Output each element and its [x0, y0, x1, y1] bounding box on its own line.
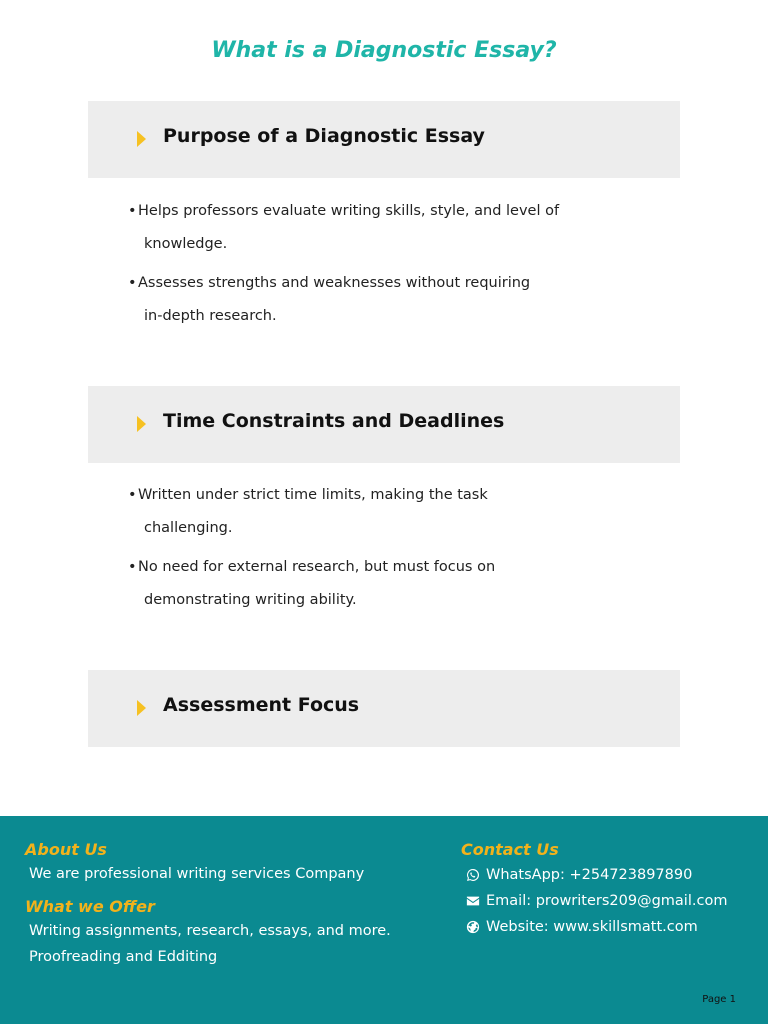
bullet-text: Assesses strengths and weaknesses without requiring [138, 275, 531, 291]
bullet-text-continued: in-depth research. [144, 308, 277, 324]
bullet-text: Written under strict time limits, making the task [138, 487, 488, 503]
caret-right-icon [137, 700, 146, 716]
bullet-list-time-constraints [128, 479, 558, 623]
document-title: What is a Diagnostic Essay? [211, 38, 557, 63]
bullet-text-continued: challenging. [144, 520, 233, 536]
caret-right-icon [137, 416, 146, 432]
contact-email[interactable] [466, 891, 727, 911]
offer-line: Writing assignments, research, essays, and more. [29, 923, 391, 939]
bullet-marker: • [128, 203, 137, 219]
contact-us-heading: Contact Us [461, 840, 559, 859]
bullet-item [128, 195, 558, 261]
bullet-item [128, 479, 558, 545]
bullet-item [128, 551, 558, 617]
bullet-list-purpose [128, 195, 558, 339]
section-heading: Time Constraints and Deadlines [163, 410, 505, 432]
globe-icon [466, 920, 480, 934]
contact-website[interactable] [466, 917, 698, 937]
page-number: Page 1 [702, 994, 736, 1005]
envelope-icon [466, 894, 480, 908]
bullet-text: No need for external research, but must focus on [138, 559, 496, 575]
offer-line: Proofreading and Edditing [29, 949, 218, 965]
about-us-heading: About Us [25, 840, 107, 859]
contact-text: Website: www.skillsmatt.com [486, 919, 698, 935]
bullet-marker: • [128, 559, 137, 575]
bullet-item [128, 267, 558, 333]
bullet-text-continued: demonstrating writing ability. [144, 592, 357, 608]
contact-text: Email: prowriters209@gmail.com [486, 893, 728, 909]
section-header-assessment-focus [88, 670, 680, 747]
whatsapp-icon [466, 868, 480, 882]
bullet-marker: • [128, 487, 137, 503]
section-heading: Purpose of a Diagnostic Essay [163, 125, 485, 147]
section-header-purpose [88, 101, 680, 178]
section-heading: Assessment Focus [163, 694, 360, 716]
bullet-text-continued: knowledge. [144, 236, 228, 252]
section-header-time-constraints [88, 386, 680, 463]
what-we-offer-heading: What we Offer [25, 897, 155, 916]
contact-text: WhatsApp: +254723897890 [486, 867, 693, 883]
contact-whatsapp[interactable] [466, 865, 692, 885]
about-us-text: We are professional writing services Company [29, 866, 365, 882]
footer [0, 816, 768, 1024]
bullet-marker: • [128, 275, 137, 291]
bullet-text: Helps professors evaluate writing skills, style, and level of [138, 203, 560, 219]
caret-right-icon [137, 131, 146, 147]
